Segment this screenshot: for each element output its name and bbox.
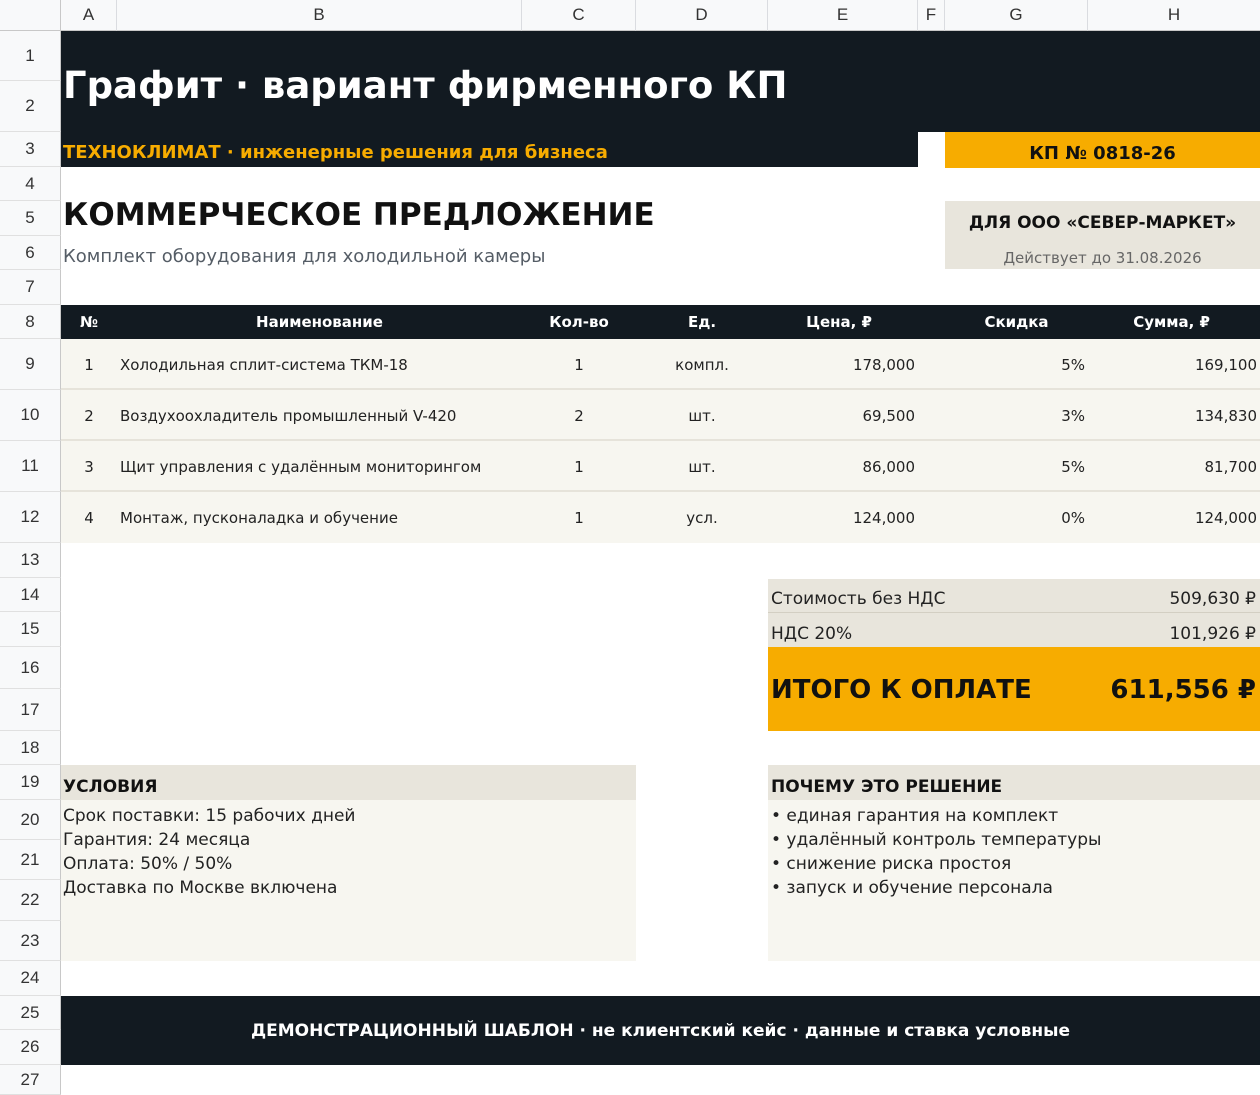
select-all-corner[interactable] xyxy=(0,0,61,31)
row-header-27[interactable]: 27 xyxy=(0,1065,61,1095)
row-header-24[interactable]: 24 xyxy=(0,961,61,996)
row-header-9[interactable]: 9 xyxy=(0,339,61,390)
cell-price[interactable]: 124,000 xyxy=(852,508,915,527)
cell-num[interactable]: 2 xyxy=(84,406,94,425)
row-header-12[interactable]: 12 xyxy=(0,492,61,543)
row-header-16[interactable]: 16 xyxy=(0,647,61,689)
cell-discount[interactable]: 0% xyxy=(1061,508,1085,527)
cell-unit[interactable]: шт. xyxy=(688,406,716,425)
th-sum[interactable]: Сумма, ₽ xyxy=(1133,313,1210,331)
cell-sum[interactable]: 134,830 xyxy=(1194,406,1257,425)
vat-label[interactable]: НДС 20% xyxy=(771,624,853,644)
cell-num[interactable]: 4 xyxy=(84,508,94,527)
condition-line[interactable]: Гарантия: 24 месяца xyxy=(63,830,251,850)
cell-unit[interactable]: усл. xyxy=(686,508,718,527)
row-header-14[interactable]: 14 xyxy=(0,578,61,612)
row-header-19[interactable]: 19 xyxy=(0,765,61,800)
cell-name[interactable]: Щит управления с удалённым мониторингом xyxy=(120,457,482,476)
cell-discount[interactable]: 3% xyxy=(1061,406,1085,425)
net-value[interactable]: 509,630 ₽ xyxy=(1169,589,1256,609)
row-header-6[interactable]: 6 xyxy=(0,236,61,270)
row-header-20[interactable]: 20 xyxy=(0,800,61,840)
client-name[interactable]: ДЛЯ ООО «СЕВЕР-МАРКЕТ» xyxy=(968,213,1237,233)
cell-name[interactable]: Холодильная сплит-система ТКМ-18 xyxy=(120,355,408,374)
column-header-d[interactable]: D xyxy=(636,0,768,31)
row-header-13[interactable]: 13 xyxy=(0,543,61,578)
row-header-10[interactable]: 10 xyxy=(0,390,61,441)
grand-total-value[interactable]: 611,556 ₽ xyxy=(1110,675,1256,705)
cell-qty[interactable]: 2 xyxy=(574,406,584,425)
row-header-15[interactable]: 15 xyxy=(0,612,61,647)
column-header-e[interactable]: E xyxy=(768,0,918,31)
why-line[interactable]: • запуск и обучение персонала xyxy=(771,878,1053,898)
condition-line[interactable]: Оплата: 50% / 50% xyxy=(63,854,233,874)
column-header-g[interactable]: G xyxy=(945,0,1088,31)
why-title[interactable]: ПОЧЕМУ ЭТО РЕШЕНИЕ xyxy=(771,777,1003,797)
row-header-18[interactable]: 18 xyxy=(0,731,61,765)
row-header-1[interactable]: 1 xyxy=(0,31,61,81)
column-header-c[interactable]: C xyxy=(522,0,636,31)
row-header-7[interactable]: 7 xyxy=(0,270,61,305)
cell-price[interactable]: 178,000 xyxy=(852,355,915,374)
th-qty[interactable]: Кол-во xyxy=(549,313,609,331)
cell-sum[interactable]: 81,700 xyxy=(1204,457,1257,476)
kp-number-badge[interactable]: КП № 0818-26 xyxy=(945,132,1260,168)
th-name[interactable]: Наименование xyxy=(256,313,383,331)
cell-qty[interactable]: 1 xyxy=(574,355,584,374)
th-num[interactable]: № xyxy=(79,313,99,331)
cell-name[interactable]: Монтаж, пусконаладка и обучение xyxy=(120,508,398,527)
cell-sum[interactable]: 124,000 xyxy=(1194,508,1257,527)
cell-price[interactable]: 69,500 xyxy=(862,406,915,425)
cell-price[interactable]: 86,000 xyxy=(862,457,915,476)
document-title[interactable]: Графит · вариант фирменного КП xyxy=(63,64,788,107)
row-header-21[interactable]: 21 xyxy=(0,840,61,880)
cell-discount[interactable]: 5% xyxy=(1061,457,1085,476)
th-unit[interactable]: Ед. xyxy=(687,313,717,331)
cell-sum[interactable]: 169,100 xyxy=(1194,355,1257,374)
cell-name[interactable]: Воздухоохладитель промышленный V-420 xyxy=(120,406,457,425)
row-header-22[interactable]: 22 xyxy=(0,880,61,921)
valid-until[interactable]: Действует до 31.08.2026 xyxy=(1003,249,1202,267)
footer-text[interactable]: ДЕМОНСТРАЦИОННЫЙ ШАБЛОН · не клиентский кейс · данные и ставка условные xyxy=(251,1020,1070,1041)
cell-qty[interactable]: 1 xyxy=(574,457,584,476)
cell-discount[interactable]: 5% xyxy=(1061,355,1085,374)
column-header-a[interactable]: A xyxy=(61,0,117,31)
net-label[interactable]: Стоимость без НДС xyxy=(771,589,946,609)
row-header-25[interactable]: 25 xyxy=(0,996,61,1030)
row-header-5[interactable]: 5 xyxy=(0,201,61,236)
condition-line[interactable]: Срок поставки: 15 рабочих дней xyxy=(63,806,356,826)
cell-qty[interactable]: 1 xyxy=(574,508,584,527)
column-header-h[interactable]: H xyxy=(1088,0,1260,31)
th-price[interactable]: Цена, ₽ xyxy=(806,313,872,331)
th-discount[interactable]: Скидка xyxy=(984,313,1049,331)
company-tagline[interactable]: ТЕХНОКЛИМАТ · инженерные решения для бизнеса xyxy=(63,142,608,163)
cell-unit[interactable]: компл. xyxy=(675,355,729,374)
cell-num[interactable]: 3 xyxy=(84,457,94,476)
row-header-11[interactable]: 11 xyxy=(0,441,61,492)
row-header-3[interactable]: 3 xyxy=(0,132,61,167)
row-header-17[interactable]: 17 xyxy=(0,689,61,731)
column-header-b[interactable]: B xyxy=(117,0,522,31)
row-header-26[interactable]: 26 xyxy=(0,1030,61,1065)
condition-line[interactable]: Доставка по Москве включена xyxy=(63,878,338,898)
column-header-f[interactable]: F xyxy=(918,0,945,31)
row-header-8[interactable]: 8 xyxy=(0,305,61,339)
cell-num[interactable]: 1 xyxy=(84,355,94,374)
why-line[interactable]: • удалённый контроль температуры xyxy=(771,830,1102,850)
row-header-23[interactable]: 23 xyxy=(0,921,61,961)
totals-divider xyxy=(768,612,1260,613)
offer-title[interactable]: КОММЕРЧЕСКОЕ ПРЕДЛОЖЕНИЕ xyxy=(63,197,655,233)
vat-value[interactable]: 101,926 ₽ xyxy=(1169,624,1256,644)
why-line[interactable]: • снижение риска простоя xyxy=(771,854,1012,874)
cell-unit[interactable]: шт. xyxy=(688,457,716,476)
row-header-2[interactable]: 2 xyxy=(0,81,61,132)
offer-subtitle[interactable]: Комплект оборудования для холодильной камеры xyxy=(63,246,546,267)
why-line[interactable]: • единая гарантия на комплект xyxy=(771,806,1059,826)
conditions-title[interactable]: УСЛОВИЯ xyxy=(63,777,158,797)
row-header-4[interactable]: 4 xyxy=(0,167,61,201)
grand-total-label[interactable]: ИТОГО К ОПЛАТЕ xyxy=(771,675,1032,705)
